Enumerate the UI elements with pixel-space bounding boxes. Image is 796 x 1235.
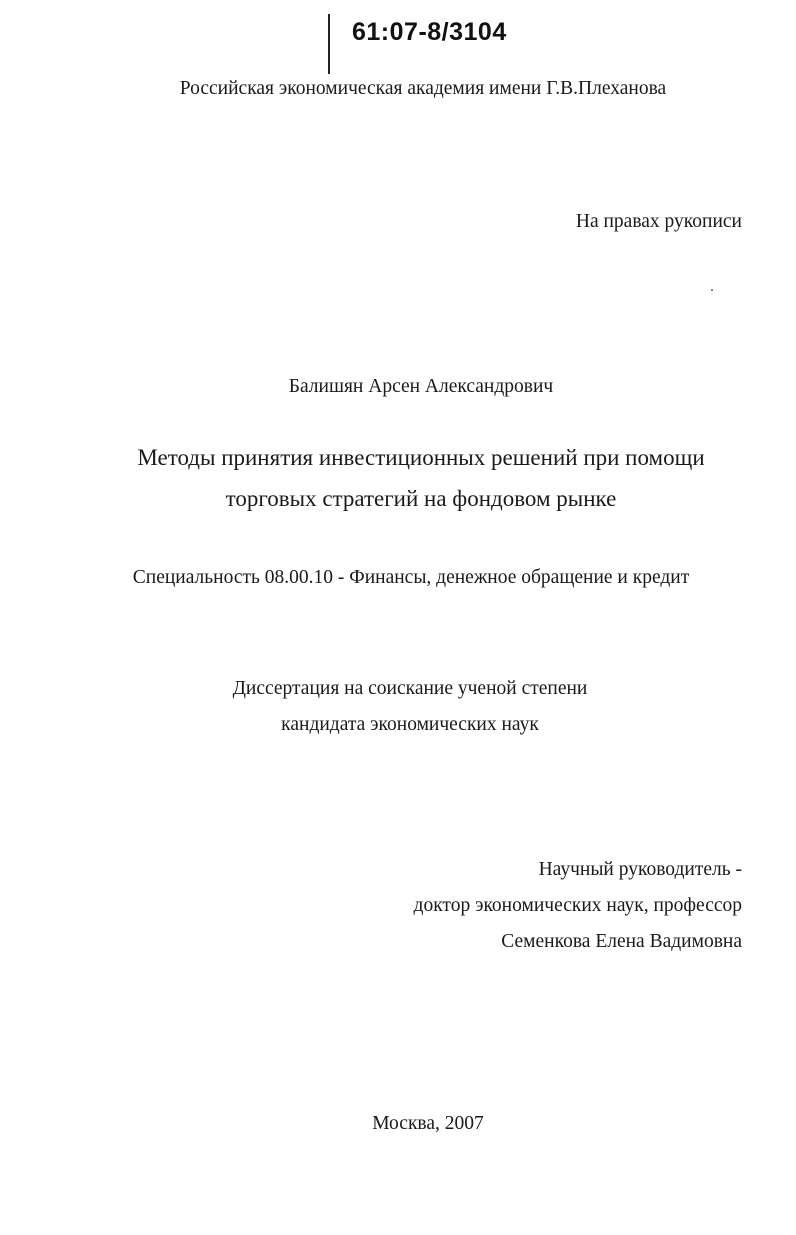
degree-line-2: кандидата экономических наук [281, 714, 539, 735]
place-and-year: Москва, 2007 [372, 1113, 484, 1134]
supervisor-credentials: доктор экономических наук, профессор [413, 895, 742, 916]
manuscript-note: На правах рукописи [575, 211, 742, 232]
author-name: Балишян Арсен Александрович [288, 376, 554, 397]
dissertation-title-line-2: торговых стратегий на фондовом рынке [225, 486, 617, 511]
stamp-divider [328, 14, 330, 74]
scan-speck [711, 289, 713, 291]
institution-name: Российская экономическая академия имени Г.В.Плеханова [179, 78, 667, 99]
degree-line-1: Диссертация на соискание ученой степени [232, 678, 588, 699]
catalog-stamp-code: 61:07-8/3104 [352, 18, 507, 46]
supervisor-name: Семенкова Елена Вадимовна [501, 931, 742, 952]
supervisor-role: Научный руководитель - [538, 859, 742, 880]
dissertation-title-line-1: Методы принятия инвестиционных решений при помощи [137, 445, 705, 470]
specialty-line: Специальность 08.00.10 - Финансы, денежное обращение и кредит [132, 567, 690, 588]
